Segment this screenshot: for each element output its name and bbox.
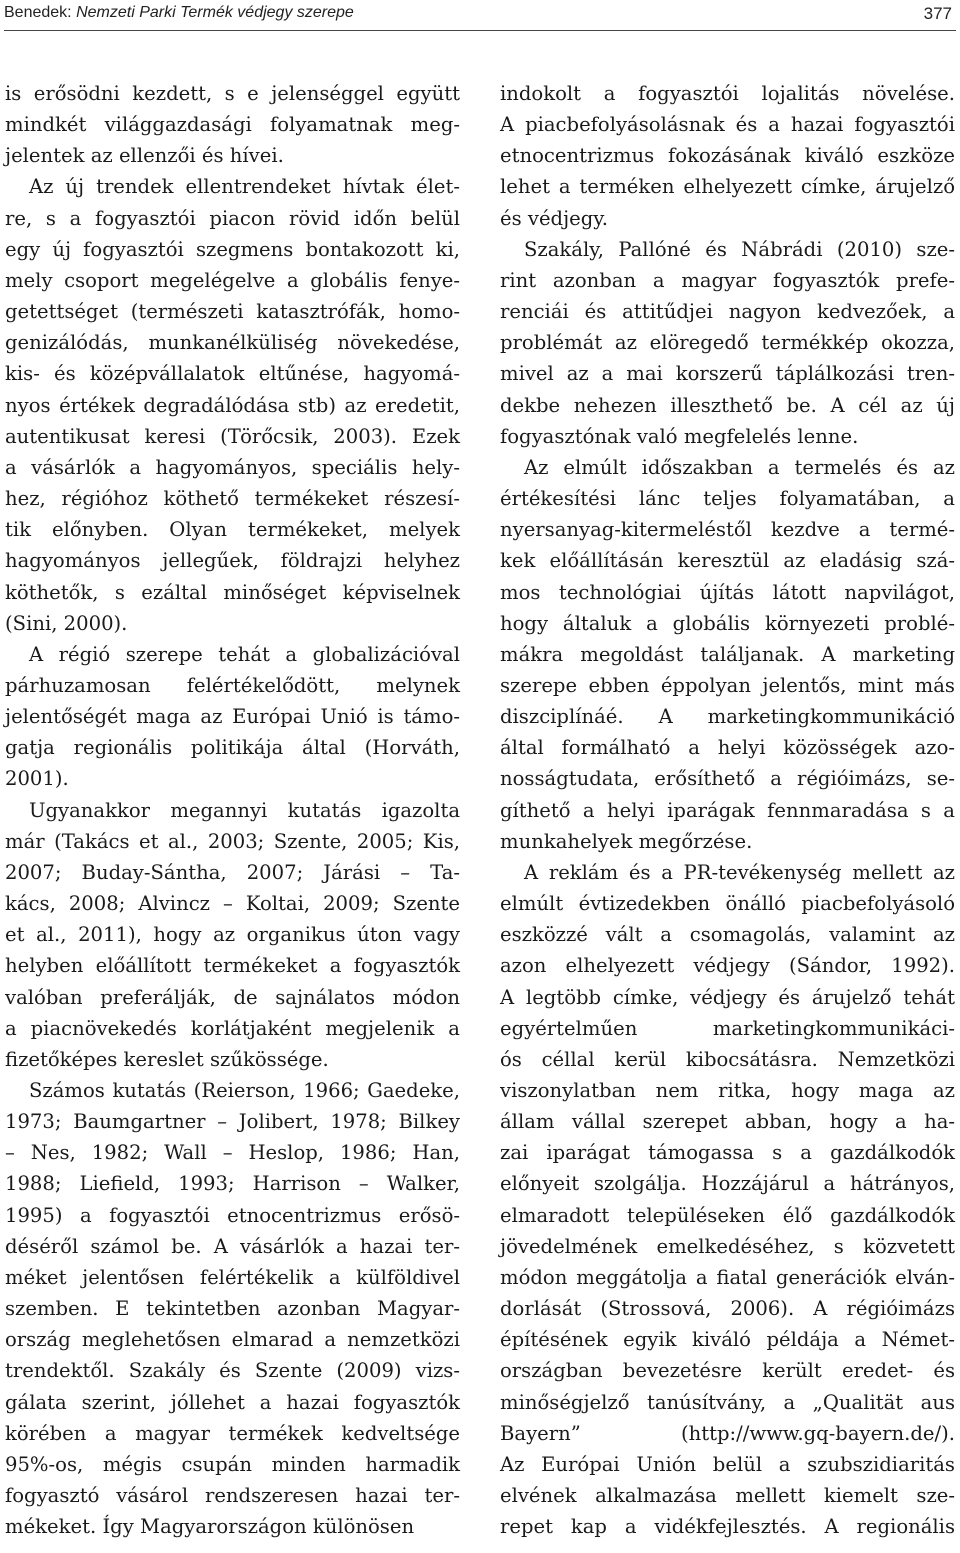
text-line: gálata szerint, jóllehet a hazai fogyasztók: [5, 1390, 460, 1414]
running-title: [4, 4, 354, 22]
text-line: re, s a fogyasztói piacon rövid időn belül: [5, 206, 460, 230]
text-line: által formálható a helyi közösségek azo-: [500, 736, 955, 760]
text-line: módon meggátolja a fiatal generációk elván-: [500, 1265, 955, 1289]
text-line: köthetők, s ezáltal minőséget képviselnek: [5, 580, 460, 604]
text-line: renciái és attitűdjei nagyon kedvezőek, a: [500, 300, 955, 324]
text-line: diszciplínáé. A marketingkommunikáció: [500, 705, 955, 729]
text-line: dorlását (Strossová, 2006). A régióimázs: [500, 1297, 955, 1321]
text-line: gatja regionális politikája által (Horváth,: [5, 736, 460, 760]
text-line: et al., 2011), hogy az organikus úton vagy: [5, 923, 460, 947]
text-line: 1995) a fogyasztói etnocentrizmus erősö-: [5, 1203, 460, 1227]
text-line: jövedelmének emelkedéséhez, s közvetett: [500, 1234, 955, 1258]
text-line: mos technológiai újítás látott napvilágot,: [500, 580, 955, 604]
text-line: tik előnyben. Olyan termékeket, melyek: [5, 518, 460, 542]
text-line: Az Európai Unión belül a szubszidiaritás: [500, 1452, 955, 1476]
text-line: azon elhelyezett védjegy (Sándor, 1992).: [500, 954, 955, 978]
text-line: A legtöbb címke, védjegy és árujelző tehát: [500, 985, 955, 1009]
text-line: értékesítési lánc teljes folyamatában, a: [500, 487, 955, 511]
text-line: 1988; Liefield, 1993; Harrison – Walker,: [5, 1172, 460, 1196]
text-line: lehet a terméken elhelyezett címke, árujelző: [500, 175, 955, 199]
text-line: valóban preferálják, de sajnálatos módon: [5, 985, 460, 1009]
text-line: a piacnövekedés korlátjaként megjelenik a: [5, 1016, 460, 1040]
text-line: déséről számol be. A vásárlók a hazai ter-: [5, 1234, 460, 1258]
text-line: viszonylatban nem ritka, hogy maga az: [500, 1079, 955, 1102]
text-line: repet kap a vidékfejlesztés. A regionális: [500, 1515, 955, 1539]
text-line: fogyasztónak való megfelelés lenne.: [500, 424, 859, 448]
text-line: állam vállal szerepet abban, hogy a ha-: [500, 1110, 955, 1134]
text-line: 2007; Buday-Sántha, 2007; Járási – Ta-: [5, 860, 460, 884]
text-line: országban bevezetésre került eredet- és: [500, 1359, 955, 1383]
text-line: autentikusat keresi (Törőcsik, 2003). Ezek: [5, 424, 460, 448]
text-line: – Nes, 1982; Wall – Heslop, 1986; Han,: [5, 1141, 460, 1165]
text-line: Az új trendek ellentrendeket hívtak élet-: [29, 175, 460, 199]
text-line: A régió szerepe tehát a globalizációval: [29, 642, 460, 666]
text-line: elmúlt évtizedekben önálló piacbefolyásoló: [500, 892, 955, 916]
text-line: munkahelyek megőrzése.: [500, 829, 753, 853]
text-line: 95%-os, mégis csupán minden harmadik: [5, 1452, 460, 1476]
text-line: és védjegy.: [500, 206, 608, 230]
text-line: méket jelentősen felértékelik a külföldivel: [5, 1265, 460, 1289]
text-line: helyben előállított termékeket a fogyasztók: [5, 954, 460, 978]
text-line: ós céllal kerül kibocsátásra. Nemzetközi: [500, 1047, 955, 1071]
text-line: ország meglehetősen elmarad a nemzetközi: [5, 1328, 460, 1352]
text-line: a vásárlók a hagyományos, speciális hely-: [5, 455, 460, 479]
text-line: A reklám és a PR-tevékenység mellett az: [524, 860, 955, 884]
text-line: hagyományos jellegűek, földrajzi helyhez: [5, 549, 460, 573]
text-line: dekbe nehezen illeszthető be. A cél az új: [500, 393, 955, 417]
text-line: gíthető a helyi iparágak fennmaradása s a: [500, 798, 955, 822]
page-number: 377: [923, 4, 952, 23]
text-line: körében a magyar termékek kedveltsége: [5, 1421, 460, 1445]
text-line: A piacbefolyásolásnak és a hazai fogyasztói: [500, 113, 955, 137]
text-line: elvének alkalmazása mellett kiemelt sze-: [500, 1484, 955, 1508]
text-line: rint azonban a magyar fogyasztók prefe-: [500, 268, 955, 292]
text-line: getettséget (természeti katasztrófák, homo-: [5, 300, 460, 324]
text-line: elmaradott településeken élő gazdálkodók: [500, 1203, 955, 1227]
text-line: Ugyanakkor megannyi kutatás igazolta: [29, 798, 460, 822]
text-line: egyértelműen marketingkommunikáci-: [500, 1016, 955, 1040]
text-line: párhuzamosan felértékelődött, melynek: [5, 673, 460, 697]
text-line: eszközzé vált a csomagolás, valamint az: [500, 923, 955, 947]
text-line: Bayern” (http://www.gq-bayern.de/).: [500, 1421, 955, 1445]
text-line: építésének egyik kiváló példája a Német-: [500, 1328, 955, 1352]
running-title-author: Benedek:: [4, 4, 77, 21]
text-line: kács, 2008; Alvincz – Koltai, 2009; Szente: [5, 892, 460, 916]
text-line: kek előállításán keresztül az eladásig szá-: [500, 549, 955, 573]
text-line: Számos kutatás (Reierson, 1966; Gaedeke,: [29, 1079, 460, 1102]
text-line: etnocentrizmus fokozásának kiváló eszköze: [500, 144, 955, 168]
running-title-text: Nemzeti Parki Termék védjegy szerepe: [76, 4, 354, 21]
text-line: problémát az elöregedő termékkép okozza,: [500, 331, 955, 355]
text-line: mindkét világgazdasági folyamatnak meg-: [5, 113, 460, 137]
text-line: jelentek az ellenzői és hívei.: [5, 144, 284, 168]
text-line: hogy általuk a globális környezeti problé-: [500, 611, 955, 635]
text-line: előnyeit szolgálja. Hozzájárul a hátrányos,: [500, 1172, 955, 1196]
header-rule: [4, 30, 956, 31]
text-line: mékeket. Így Magyarországon különösen: [5, 1515, 415, 1539]
text-line: nosságtudata, erősíthető a régióimázs, se-: [500, 767, 955, 791]
text-line: kis- és középvállalatok eltűnése, hagyomá-: [5, 362, 460, 386]
text-line: nyersanyag-kitermeléstől kezdve a termé-: [500, 518, 955, 542]
text-line: mely csoport megelégelve a globális fenye-: [5, 268, 460, 292]
text-line: fogyasztó vásárol rendszeresen hazai ter-: [5, 1484, 460, 1508]
text-line: trendektől. Szakály és Szente (2009) vizs-: [5, 1359, 460, 1383]
text-line: minőségjelző tanúsítvány, a „Qualität aus: [500, 1390, 955, 1414]
text-line: jelentőségét maga az Európai Unió is támo-: [5, 705, 460, 729]
text-line: szemben. E tekintetben azonban Magyar-: [5, 1297, 460, 1321]
text-line: (Sini, 2000).: [5, 611, 128, 635]
right-column: [500, 78, 955, 1542]
text-line: már (Takács et al., 2003; Szente, 2005; Kis,: [5, 829, 460, 853]
text-line: fizetőképes kereslet szűkössége.: [5, 1047, 329, 1071]
running-header: [4, 4, 956, 30]
text-line: zai iparágat támogassa s a gazdálkodók: [500, 1141, 955, 1165]
text-line: szerepe ebben éppolyan jelentős, mint más: [500, 673, 955, 697]
left-column: [5, 78, 460, 1542]
text-line: 2001).: [5, 767, 69, 791]
text-line: genizálódás, munkanélküliség növekedése,: [5, 331, 460, 355]
text-line: mákra megoldást találjanak. A marketing: [500, 642, 955, 666]
text-line: indokolt a fogyasztói lojalitás növelése.: [500, 82, 955, 105]
text-line: mivel az a mai korszerű táplálkozási tren-: [500, 362, 955, 386]
text-line: 1973; Baumgartner – Jolibert, 1978; Bilkey: [5, 1110, 460, 1134]
text-line: nyos értékek degradálódása stb) az eredetit,: [5, 393, 460, 417]
text-line: egy új fogyasztói szegmens bontakozott ki,: [5, 237, 460, 261]
text-line: Az elmúlt időszakban a termelés és az: [524, 455, 955, 479]
text-line: Szakály, Pallóné és Nábrádi (2010) sze-: [524, 237, 955, 261]
text-line: is erősödni kezdett, s e jelenséggel együtt: [5, 82, 460, 105]
text-line: hez, régióhoz köthető termékeket részesí-: [5, 487, 460, 511]
